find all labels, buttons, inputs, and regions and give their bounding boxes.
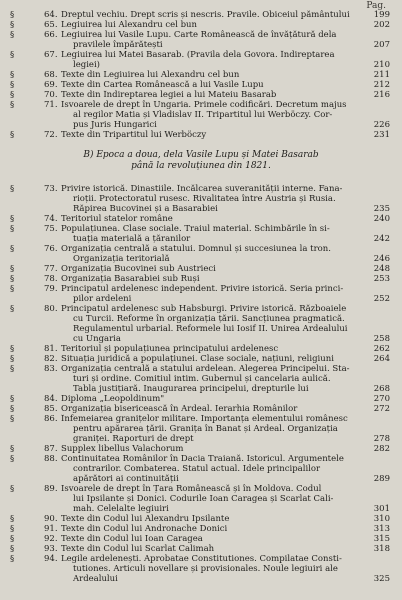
- toc-entry: [0, 554, 402, 584]
- entry-title-line: Răpirea Bucovinei și a Basarabiei: [73, 204, 218, 214]
- entry-title: [61, 274, 372, 284]
- section-sign: §: [10, 80, 15, 90]
- entry-number: 68.: [44, 70, 58, 80]
- entry-title-line: Tabla justițiară. Inaugurarea principelui, drepturile lui: [73, 384, 309, 394]
- section-sign: §: [10, 30, 15, 40]
- page-number: 252: [373, 294, 390, 304]
- toc-entry: [0, 534, 402, 544]
- page-number: 270: [373, 394, 390, 404]
- entry-title-line: Principatul ardelenesc sub Habsburgi. Privire istorică. Războaiele: [61, 304, 347, 314]
- page-number: 262: [373, 344, 390, 354]
- toc-entry: [0, 274, 402, 284]
- entry-title: [61, 534, 372, 544]
- page-number: 207: [373, 40, 390, 50]
- entry-title-line: Continuitatea Românilor în Dacia Traiană. Istoricul. Argumentele: [61, 454, 344, 464]
- section-sign: §: [10, 284, 15, 294]
- entry-number: 64.: [44, 10, 58, 20]
- page-number: 226: [373, 120, 390, 130]
- section-sign: §: [10, 554, 15, 564]
- section-sign: §: [10, 90, 15, 100]
- entry-number: 74.: [44, 214, 58, 224]
- toc-entry: [0, 224, 402, 244]
- entry-title: [61, 80, 372, 90]
- entry-title-line: Situația juridică a populațiunei. Clase sociale, națiuni, religiuni: [61, 354, 334, 364]
- entry-title-line: pravilele împărătești: [73, 40, 163, 50]
- entry-title: [61, 514, 372, 524]
- entry-title-line: Texte din Codul lui Andronache Donici: [61, 524, 228, 534]
- entry-number: 94.: [44, 554, 58, 564]
- page-number: 258: [373, 334, 390, 344]
- entry-title: [61, 284, 372, 304]
- section-sign: §: [10, 394, 15, 404]
- entry-number: 88.: [44, 454, 58, 464]
- entry-title: [61, 100, 372, 130]
- page-number: 289: [373, 474, 390, 484]
- toc-entry: [0, 544, 402, 554]
- toc-entry: [0, 284, 402, 304]
- entry-number: 92.: [44, 534, 58, 544]
- entry-title-line: rioții. Protectoratul rusesc. Rivalitatea între Austria și Rusia.: [73, 194, 336, 204]
- entry-title: [61, 214, 372, 224]
- entry-title: [61, 354, 372, 364]
- entry-title: [61, 444, 372, 454]
- entry-number: 66.: [44, 30, 58, 40]
- page-number: 216: [373, 90, 390, 100]
- entry-number: 86.: [44, 414, 58, 424]
- entry-title-line: pentru apărarea țării. Granița în Banat și Ardeal. Organizația: [73, 424, 338, 434]
- entry-title: [61, 524, 372, 534]
- entry-title-line: Texte din Codul lui Alexandru Ipsilante: [61, 514, 230, 524]
- entry-title: [61, 130, 372, 140]
- section-sign: §: [10, 184, 15, 194]
- entry-title-line: Înfemeiarea granițelor militare. Importanța elementului românesc: [61, 414, 348, 424]
- section-heading-line-1: B) Epoca a doua, dela Vasile Lupu și Matei Basarab: [83, 150, 319, 160]
- page-number: 313: [373, 524, 390, 534]
- toc-entry: [0, 414, 402, 444]
- entry-title: [61, 10, 372, 20]
- section-sign: §: [10, 514, 15, 524]
- section-sign: §: [10, 214, 15, 224]
- toc-entry: [0, 484, 402, 514]
- entry-title-line: Legiuirea lui Vasile Lupu. Carte Românească de învățătură dela: [61, 30, 337, 40]
- toc-entry: [0, 364, 402, 394]
- entry-number: 80.: [44, 304, 58, 314]
- section-sign: §: [10, 50, 15, 60]
- entry-title: [61, 20, 372, 30]
- toc-entry: [0, 344, 402, 354]
- toc-entry: [0, 524, 402, 534]
- entry-title-line: Organizația Basarabiei sub Ruși: [61, 274, 200, 284]
- page-number: 210: [373, 60, 390, 70]
- entry-title-line: Regulamentul urbarial. Reformele lui Iosif II. Unirea Ardealului: [73, 324, 348, 334]
- toc-entry: [0, 514, 402, 524]
- entry-number: 70.: [44, 90, 58, 100]
- entry-title: [61, 304, 372, 344]
- entry-title-line: apărători ai continuității: [73, 474, 179, 484]
- entry-title: [61, 544, 372, 554]
- entry-title-line: Isvoarele de drept în Ungaria. Primele codificări. Decretum majus: [61, 100, 347, 110]
- page-number: 199: [373, 10, 390, 20]
- entry-number: 71.: [44, 100, 58, 110]
- entry-title-line: Texte din Îndireptarea legiei a lui Mateiu Basarab: [61, 90, 277, 100]
- entry-title: [61, 344, 372, 354]
- entry-title-line: Legiuirea lui Alexandru cel bun: [61, 20, 198, 30]
- section-sign: §: [10, 544, 15, 554]
- entry-title-line: graniței. Raporturi de drept: [73, 434, 194, 444]
- entry-title: [61, 30, 372, 50]
- toc-entry: [0, 10, 402, 20]
- toc-entry: [0, 354, 402, 364]
- page-number: 264: [373, 354, 390, 364]
- entry-title-line: lui Ipsilante și Donici. Codurile Ioan Caragea și Scarlat Cali-: [73, 494, 334, 504]
- entry-title: [61, 454, 372, 484]
- entry-title: [61, 264, 372, 274]
- entry-title-line: Texte din Legiuirea lui Alexandru cel bun: [61, 70, 240, 80]
- toc-entry: [0, 50, 402, 70]
- entry-title-line: Texte din Tripartitul lui Werböczy: [61, 130, 207, 140]
- toc-entry: [0, 184, 402, 214]
- entry-title-line: legiei): [73, 60, 100, 70]
- toc-entry: [0, 214, 402, 224]
- entry-number: 78.: [44, 274, 58, 284]
- entry-title-line: Texte din Codul lui Scarlat Calimah: [61, 544, 215, 554]
- section-sign: §: [10, 10, 15, 20]
- entry-title-line: pus Juris Hungarici: [73, 120, 157, 130]
- toc-entry: [0, 70, 402, 80]
- entry-title-line: Organizația teritorială: [73, 254, 170, 264]
- section-heading-line-2: până la revoluțiunea din 1821.: [131, 161, 271, 171]
- page-number: 278: [373, 434, 390, 444]
- entry-title-line: turi și ordine. Comitiul intim. Gubernul și cancelaria aulică.: [73, 374, 331, 384]
- entry-title: [61, 224, 372, 244]
- page-number: 268: [373, 384, 390, 394]
- entry-title-line: Legiuirea lui Matei Basarab. (Pravila dela Govora. Îndireptarea: [61, 50, 335, 60]
- entry-title-line: Organizația centrală a statului ardelean. Alegerea Principelui. Sta-: [61, 364, 350, 374]
- page-number: 246: [373, 254, 390, 264]
- section-sign: §: [10, 130, 15, 140]
- toc-entry: [0, 394, 402, 404]
- entry-title-line: contrarilor. Combaterea. Statul actual. Idele principalilor: [73, 464, 321, 474]
- entry-number: 77.: [44, 264, 58, 274]
- entry-title: [61, 50, 372, 70]
- entry-title: [61, 414, 372, 444]
- entry-number: 76.: [44, 244, 58, 254]
- page-number: 235: [373, 204, 390, 214]
- entry-title-line: Teritoriul și populațiunea principatului ardelenesc: [61, 344, 279, 354]
- entry-number: 87.: [44, 444, 58, 454]
- section-sign: §: [10, 454, 15, 464]
- entry-title: [61, 484, 372, 514]
- toc-entry: [0, 444, 402, 454]
- section-sign: §: [10, 444, 15, 454]
- entry-title: [61, 70, 372, 80]
- section-sign: §: [10, 354, 15, 364]
- entry-number: 72.: [44, 130, 58, 140]
- section-sign: §: [10, 414, 15, 424]
- page-number: 325: [373, 574, 390, 584]
- entry-title-line: pilor ardeleni: [73, 294, 132, 304]
- entry-title-line: cu Turcii. Reforme în organizația țării. Sancțiunea pragmatică.: [73, 314, 345, 324]
- toc-entry: [0, 130, 402, 140]
- page-number: 212: [373, 80, 390, 90]
- page-number: 315: [373, 534, 390, 544]
- entry-title-line: Privire istorică. Dinastiile. Încălcarea suveranității interne. Fana-: [61, 184, 343, 194]
- entry-title: [61, 364, 372, 394]
- entry-title: [61, 90, 372, 100]
- entry-title-line: Diploma „Leopoldinum": [61, 394, 165, 404]
- section-sign: §: [10, 264, 15, 274]
- entry-title: [61, 184, 372, 214]
- page-number: 310: [373, 514, 390, 524]
- section-sign: §: [10, 100, 15, 110]
- entry-number: 93.: [44, 544, 58, 554]
- entry-number: 82.: [44, 354, 58, 364]
- entry-number: 69.: [44, 80, 58, 90]
- entry-title-line: tutiones. Articuli novellare și provisionales. Noule legiuiri ale: [73, 564, 338, 574]
- section-heading: [0, 150, 402, 172]
- page-number: 272: [373, 404, 390, 414]
- entry-number: 83.: [44, 364, 58, 374]
- section-sign: §: [10, 224, 15, 234]
- toc-entry: [0, 100, 402, 130]
- page-number: 240: [373, 214, 390, 224]
- section-sign: §: [10, 244, 15, 254]
- section-sign: §: [10, 484, 15, 494]
- page-number: 202: [373, 20, 390, 30]
- toc-entry: [0, 454, 402, 484]
- entry-title-line: Texte din Cartea Românească a lui Vasile Lupu: [61, 80, 264, 90]
- toc-entry: [0, 404, 402, 414]
- section-sign: §: [10, 70, 15, 80]
- entry-title-line: Organizația centrală a statului. Domnul și succesiunea la tron.: [61, 244, 331, 254]
- section-sign: §: [10, 304, 15, 314]
- section-sign: §: [10, 20, 15, 30]
- entry-title-line: cu Ungaria: [73, 334, 121, 344]
- entry-title-line: Texte din Codul lui Ioan Caragea: [61, 534, 203, 544]
- entry-title-line: al regilor Matia și Vladislav II. Tripartitul lui Werböczy. Cor-: [73, 110, 333, 120]
- entry-title: [61, 554, 372, 584]
- toc-entry: [0, 20, 402, 30]
- toc-entry: [0, 30, 402, 50]
- entry-number: 81.: [44, 344, 58, 354]
- toc-entry: [0, 244, 402, 264]
- section-sign: §: [10, 274, 15, 284]
- page-number: 301: [373, 504, 390, 514]
- entry-title-line: Teritoriul statelor române: [61, 214, 173, 224]
- entry-number: 73.: [44, 184, 58, 194]
- entry-title: [61, 394, 372, 404]
- page-column-header: Pag.: [366, 1, 386, 11]
- entry-title-line: Ardealului: [73, 574, 118, 584]
- entry-title-line: Isvoarele de drept în Țara Românească și în Moldova. Codul: [61, 484, 322, 494]
- page-number: 318: [373, 544, 390, 554]
- page-number: 211: [373, 70, 390, 80]
- entry-number: 65.: [44, 20, 58, 30]
- entry-title-line: Organizația Bucovinei sub Austrieci: [61, 264, 216, 274]
- entry-number: 91.: [44, 524, 58, 534]
- entry-number: 67.: [44, 50, 58, 60]
- page-number: 242: [373, 234, 390, 244]
- entry-title: [61, 244, 372, 264]
- section-sign: §: [10, 404, 15, 414]
- entry-number: 85.: [44, 404, 58, 414]
- section-sign: §: [10, 344, 15, 354]
- entry-number: 79.: [44, 284, 58, 294]
- entry-number: 84.: [44, 394, 58, 404]
- entry-title-line: Populațiunea. Clase sociale. Traiul material. Schimbările în si-: [61, 224, 330, 234]
- entry-title: [61, 404, 372, 414]
- entry-number: 90.: [44, 514, 58, 524]
- page-number: 282: [373, 444, 390, 454]
- entry-number: 75.: [44, 224, 58, 234]
- page-number: 231: [373, 130, 390, 140]
- entry-title-line: Organizația bisericească în Ardeal. Ierarhia Românilor: [61, 404, 298, 414]
- toc-entry: [0, 304, 402, 344]
- section-sign: §: [10, 534, 15, 544]
- page-number: 248: [373, 264, 390, 274]
- entry-title-line: tuația materială a țăranilor: [73, 234, 191, 244]
- toc-entry: [0, 80, 402, 90]
- entry-title-line: Principatul ardelenesc independent. Privire istorică. Seria princi-: [61, 284, 344, 294]
- toc-entry: [0, 264, 402, 274]
- section-sign: §: [10, 524, 15, 534]
- entry-number: 89.: [44, 484, 58, 494]
- entry-title-line: Legile ardelenești. Aprobatae Constitutiones. Compilatae Consti-: [61, 554, 342, 564]
- section-sign: §: [10, 364, 15, 374]
- page-number: 253: [373, 274, 390, 284]
- entry-title-line: Supplex libellus Valachorum: [61, 444, 184, 454]
- entry-title-line: Dreptul vechiu. Drept scris și nescris. Pravile. Obiceiul pământului: [61, 10, 350, 20]
- toc-entry: [0, 90, 402, 100]
- entry-title-line: mah. Celelalte legiuiri: [73, 504, 169, 514]
